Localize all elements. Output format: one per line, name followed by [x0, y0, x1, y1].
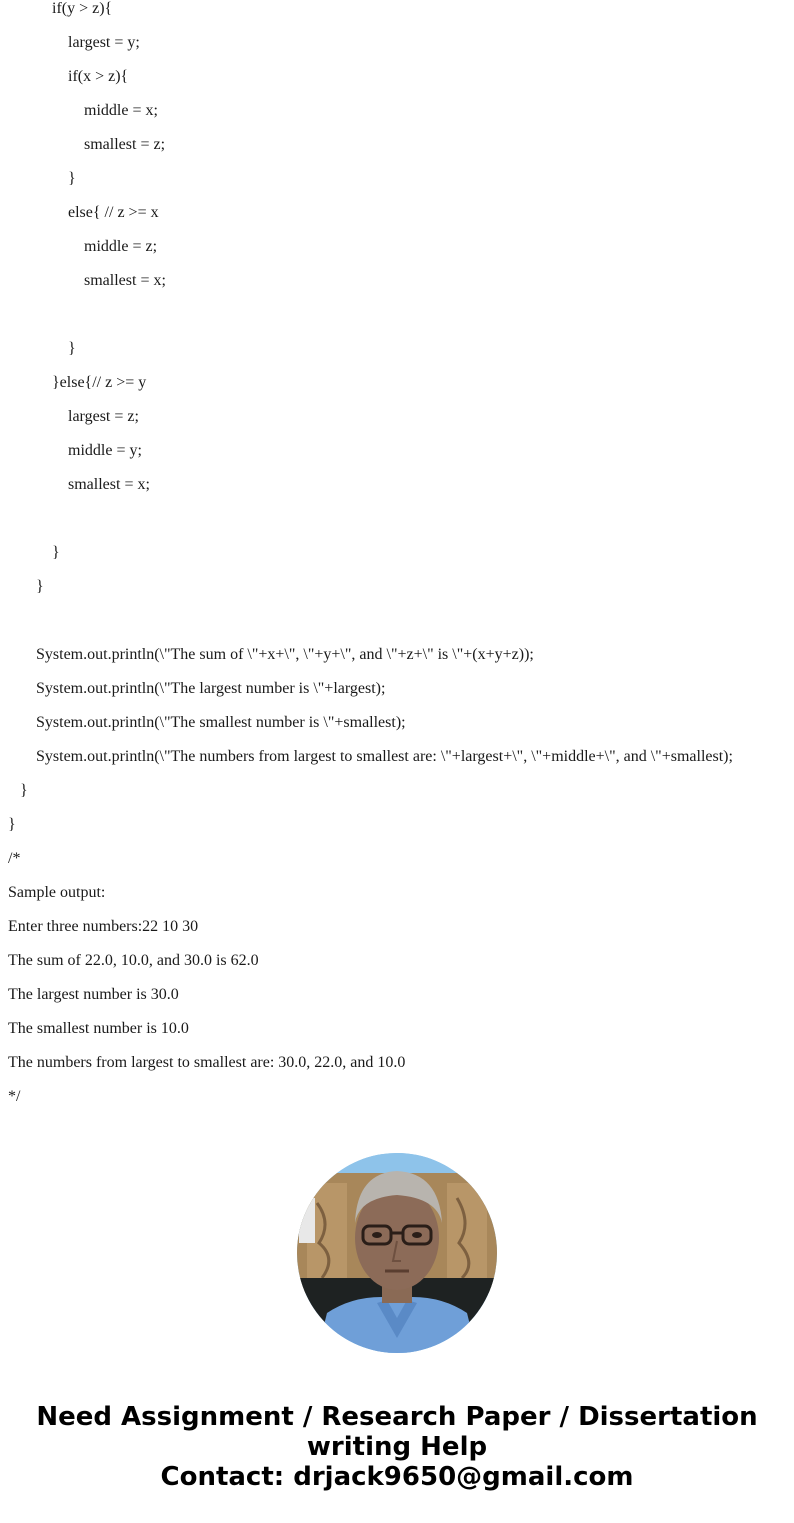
- code-line: System.out.println(\"The sum of \"+x+\", \"+y+\", and \"+z+\" is \"+(x+y+z));: [36, 646, 534, 663]
- code-line: }: [36, 578, 44, 595]
- sample-output-line: The smallest number is 10.0: [8, 1020, 189, 1037]
- code-line: smallest = z;: [84, 136, 166, 153]
- sample-output-heading: Sample output:: [8, 884, 106, 901]
- code-line: System.out.println(\"The largest number is \"+largest);: [36, 680, 386, 697]
- code-line: }: [68, 340, 76, 357]
- person-portrait-icon: [297, 1153, 497, 1353]
- code-line: smallest = x;: [84, 272, 166, 289]
- code-line: else{ // z >= x: [68, 204, 159, 221]
- code-line: }else{// z >= y: [52, 374, 147, 391]
- sample-output-line: The largest number is 30.0: [8, 986, 179, 1003]
- comment-close: */: [8, 1088, 21, 1105]
- sample-output-line: The numbers from largest to smallest are: 30.0, 22.0, and 10.0: [8, 1054, 406, 1071]
- code-line: if(x > z){: [68, 68, 129, 85]
- code-line: middle = x;: [84, 102, 158, 119]
- promo-line-2: writing Help: [306, 1432, 488, 1462]
- promo-banner: [0, 1402, 794, 1492]
- sample-output-line: The sum of 22.0, 10.0, and 30.0 is 62.0: [8, 952, 259, 969]
- code-line: System.out.println(\"The smallest number is \"+smallest);: [36, 714, 406, 731]
- code-line: smallest = x;: [68, 476, 150, 493]
- code-line: middle = z;: [84, 238, 158, 255]
- code-line: }: [20, 782, 28, 799]
- code-line: middle = y;: [68, 442, 142, 459]
- code-line: largest = y;: [68, 34, 140, 51]
- code-line: if(y > z){: [52, 0, 113, 17]
- code-line: }: [52, 544, 60, 561]
- sample-output-line: Enter three numbers:22 10 30: [8, 918, 199, 935]
- promo-line-1: Need Assignment / Research Paper / Dissertation: [36, 1402, 758, 1432]
- code-line: System.out.println(\"The numbers from largest to smallest are: \"+largest+\", \"+middle+\", and \"+smallest);: [36, 748, 733, 765]
- promo-contact-email: Contact: drjack9650@gmail.com: [160, 1462, 634, 1492]
- author-avatar: [297, 1153, 497, 1353]
- code-line: }: [8, 816, 16, 833]
- code-line: largest = z;: [68, 408, 139, 425]
- comment-open: /*: [8, 850, 21, 867]
- code-line: }: [68, 170, 76, 187]
